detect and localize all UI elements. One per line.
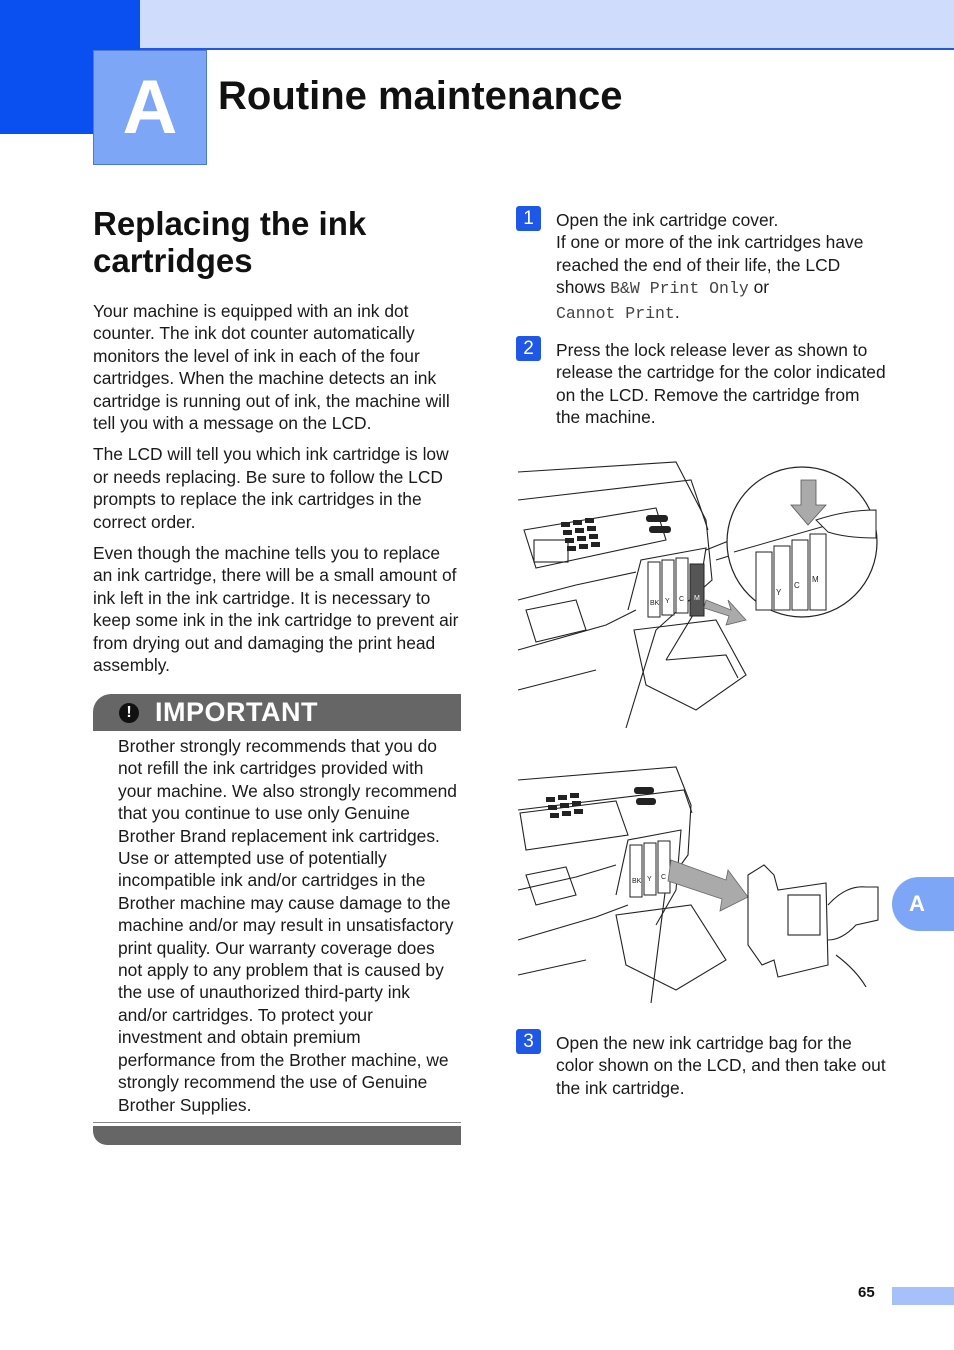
step-1-text xyxy=(556,209,886,325)
lcd-message-cannot-print: Cannot Print xyxy=(556,303,675,323)
label-m-2: M xyxy=(812,575,819,584)
page-number: 65 xyxy=(858,1284,875,1301)
chapter-side-tab xyxy=(892,877,954,931)
illustration-lock-release xyxy=(516,460,880,730)
chapter-title: Routine maintenance xyxy=(218,74,623,118)
intro-paragraph-3: Even though the machine tells you to replace an ink cartridge, there will be a small amount of ink left in the ink cartridge. It is necessary to keep some ink in the ink cartridge to prevent air from drying out and damaging the print head assembly. xyxy=(93,543,459,676)
important-label: IMPORTANT xyxy=(155,697,318,727)
important-text: Brother strongly recommends that you do not refill the ink cartridges provided with your machine. We also strongly recommend that you continue to use only Genuine Brother Brand replacement ink cartridges. Use or attempted use of potentially incompatible ink and/or cartridges in the Brother machine may cause damage to the machine and/or may result in unsatisfactory print quality. Our warranty coverage does not apply to any problem that is caused by the use of unauthorized third-party ink and/or cartridges. To protect your investment and obtain premium performance from the Brother machine, we strongly recommend the use of Genuine Brother Supplies. xyxy=(118,736,457,1115)
step-1-badge: 1 xyxy=(516,206,541,231)
arrow-remove-icon xyxy=(704,600,746,625)
intro-paragraph-2: The LCD will tell you which ink cartridge is low or needs replacing. Be sure to follow the LCD prompts to replace the ink cartridges in the correct order. xyxy=(93,444,449,532)
step-3-text: Open the new ink cartridge bag for the color shown on the LCD, and then take out the ink cartridge. xyxy=(556,1033,886,1098)
step-1-line2: If one or more of the ink cartridges have reached the end of their life, the LCD shows xyxy=(556,232,864,298)
important-header xyxy=(93,694,461,731)
chapter-letter: A xyxy=(122,64,178,150)
lcd-message-bw-print-only: B&W Print Only xyxy=(610,279,749,299)
label-c-2: C xyxy=(794,581,800,590)
step-2-text: Press the lock release lever as shown to release the cartridge for the color indicated on the LCD. Remove the cartridge from the machine. xyxy=(556,340,886,428)
chapter-box xyxy=(93,50,207,165)
label-c-3: C xyxy=(661,874,667,881)
page-number-bar xyxy=(892,1287,954,1305)
intro-text xyxy=(93,300,463,686)
illustration-remove-cartridge xyxy=(516,765,880,1005)
header-band xyxy=(0,0,954,50)
label-y-2: Y xyxy=(776,588,782,597)
label-m-1: M xyxy=(694,595,700,602)
section-title: Replacing the ink cartridges xyxy=(93,205,367,280)
step-1-period: . xyxy=(674,301,680,322)
label-y-1: Y xyxy=(665,598,670,605)
label-c-1: C xyxy=(679,596,685,603)
important-divider xyxy=(93,1122,461,1123)
label-bk-1: BK xyxy=(650,600,660,607)
label-y-3: Y xyxy=(647,876,652,883)
step-1-connector: or xyxy=(748,277,770,298)
step-3-badge: 3 xyxy=(516,1029,541,1054)
step-2-badge: 2 xyxy=(516,336,541,361)
side-tab-letter: A xyxy=(909,891,925,916)
step-1-line1: Open the ink cartridge cover. xyxy=(556,210,779,230)
important-footer xyxy=(93,1126,461,1145)
intro-paragraph-1: Your machine is equipped with an ink dot counter. The ink dot counter automatically monitors the level of ink in each of the four cartridges. When the machine detects an ink cartridge is running out of ink, the machine will tell you with a message on the LCD. xyxy=(93,301,450,434)
exclamation-icon: ! xyxy=(119,703,139,723)
arrow-pull-icon xyxy=(668,860,748,911)
label-bk-3: BK xyxy=(632,878,642,885)
